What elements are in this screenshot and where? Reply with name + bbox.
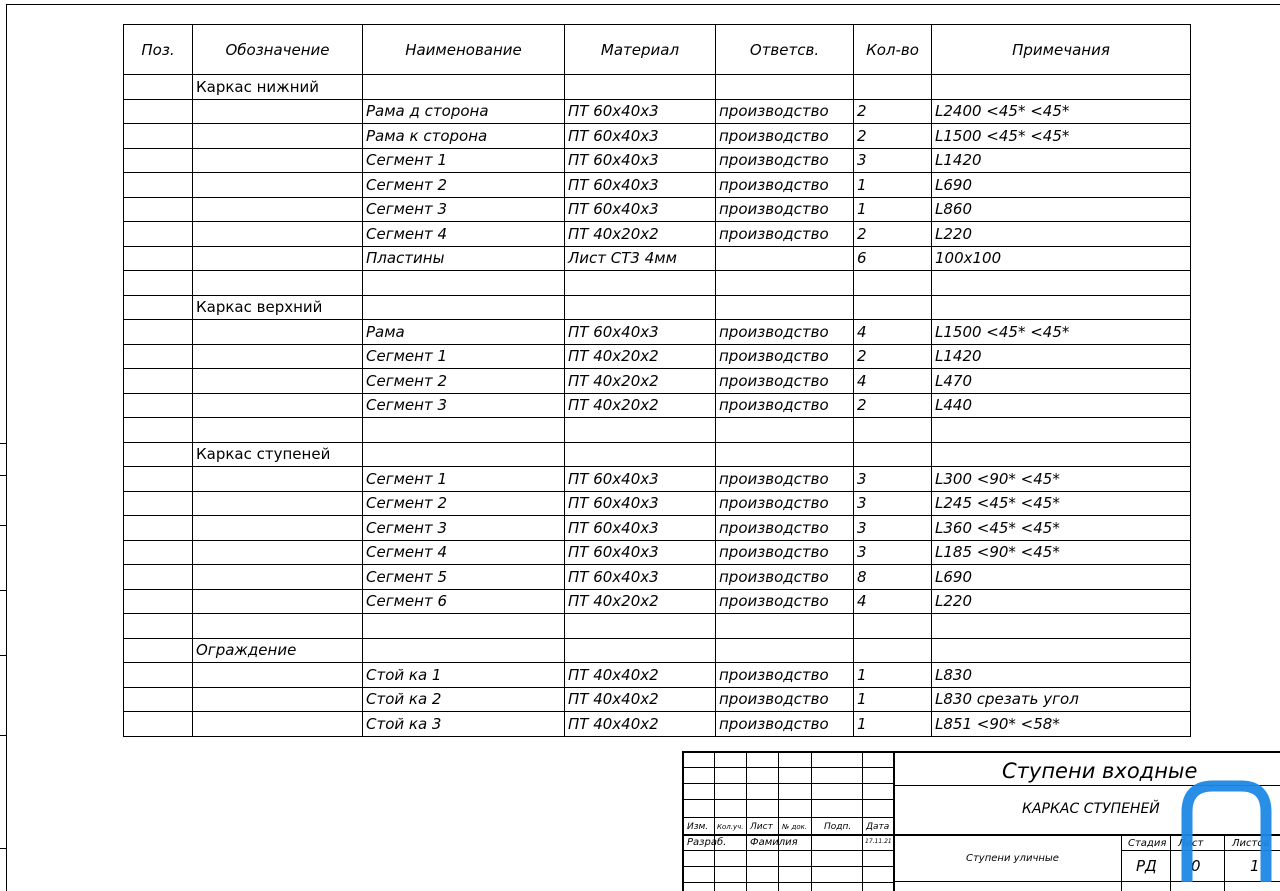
cell-quantity: 3	[854, 491, 932, 516]
cell-notes: L360 <45* <45*	[932, 516, 1191, 541]
cell-name: Стой ка 2	[363, 687, 565, 712]
cell-material: ПТ 40х20х2	[565, 222, 716, 247]
cell-quantity	[854, 638, 932, 663]
stamp-razrab-name: Фамилия	[750, 837, 798, 848]
cell-pos	[124, 344, 193, 369]
stamp-line	[1170, 834, 1171, 891]
cell-name: Сегмент 1	[363, 344, 565, 369]
cell-responsible: производство	[716, 173, 854, 198]
table-row	[124, 271, 1191, 296]
cell-responsible: производство	[716, 467, 854, 492]
col-header-responsible: Ответсв.	[716, 25, 854, 75]
cell-pos	[124, 663, 193, 688]
stamp-description: Ступени уличные	[966, 853, 1059, 864]
cell-responsible: производство	[716, 393, 854, 418]
cell-name: Сегмент 3	[363, 516, 565, 541]
stamp-col-data: Дата	[866, 822, 890, 832]
stamp-line	[684, 850, 893, 851]
company-logo	[1181, 780, 1272, 885]
cell-name	[363, 418, 565, 443]
cell-name	[363, 614, 565, 639]
cell-material: ПТ 60х40х3	[565, 540, 716, 565]
cell-material: ПТ 40х20х2	[565, 369, 716, 394]
frame-tick	[0, 848, 6, 849]
table-row	[124, 246, 1191, 271]
cell-responsible: производство	[716, 222, 854, 247]
cell-designation	[193, 148, 363, 173]
cell-pos	[124, 418, 193, 443]
table-row	[124, 295, 1191, 320]
cell-pos	[124, 589, 193, 614]
frame-tick	[0, 655, 6, 656]
cell-notes: L851 <90* <58*	[932, 712, 1191, 737]
cell-notes: L185 <90* <45*	[932, 540, 1191, 565]
cell-designation	[193, 467, 363, 492]
cell-designation	[193, 516, 363, 541]
stamp-line	[684, 799, 893, 800]
cell-notes: L470	[932, 369, 1191, 394]
stamp-list-value: 0	[1191, 857, 1201, 875]
cell-name	[363, 271, 565, 296]
cell-designation	[193, 173, 363, 198]
cell-responsible: производство	[716, 197, 854, 222]
cell-name	[363, 638, 565, 663]
cell-responsible: производство	[716, 712, 854, 737]
table-row	[124, 393, 1191, 418]
cell-designation	[193, 271, 363, 296]
table-row	[124, 124, 1191, 149]
cell-material: ПТ 40х40х2	[565, 663, 716, 688]
cell-quantity: 8	[854, 565, 932, 590]
cell-designation	[193, 491, 363, 516]
col-header-notes: Примечания	[932, 25, 1191, 75]
stamp-title: Ступени входные	[1002, 759, 1198, 783]
cell-quantity: 1	[854, 197, 932, 222]
cell-quantity: 1	[854, 663, 932, 688]
cell-notes	[932, 271, 1191, 296]
cell-designation	[193, 540, 363, 565]
cell-name: Пластины	[363, 246, 565, 271]
col-header-name: Наименование	[363, 25, 565, 75]
cell-material: ПТ 60х40х3	[565, 320, 716, 345]
stamp-line	[746, 753, 747, 891]
stamp-line	[778, 753, 779, 891]
table-row	[124, 173, 1191, 198]
cell-material: ПТ 60х40х3	[565, 467, 716, 492]
stamp-col-kolch: Кол.уч.	[717, 823, 744, 831]
cell-notes: L1420	[932, 344, 1191, 369]
cell-designation	[193, 344, 363, 369]
cell-pos	[124, 99, 193, 124]
cell-quantity: 2	[854, 124, 932, 149]
cell-material: ПТ 60х40х3	[565, 516, 716, 541]
cell-name: Стой ка 3	[363, 712, 565, 737]
cell-material: ПТ 40х20х2	[565, 344, 716, 369]
cell-quantity: 3	[854, 148, 932, 173]
cell-responsible: производство	[716, 687, 854, 712]
table-row	[124, 344, 1191, 369]
cell-name: Рама д сторона	[363, 99, 565, 124]
cell-designation	[193, 197, 363, 222]
cell-responsible: производство	[716, 491, 854, 516]
cell-designation	[193, 369, 363, 394]
frame-tick	[0, 525, 6, 526]
cell-responsible	[716, 442, 854, 467]
cell-notes: L300 <90* <45*	[932, 467, 1191, 492]
cell-designation	[193, 320, 363, 345]
cell-material	[565, 271, 716, 296]
cell-quantity: 3	[854, 540, 932, 565]
stamp-line	[1121, 834, 1122, 891]
cell-quantity	[854, 271, 932, 296]
table-row	[124, 197, 1191, 222]
cell-responsible: производство	[716, 99, 854, 124]
cell-quantity: 2	[854, 222, 932, 247]
cell-designation	[193, 589, 363, 614]
cell-pos	[124, 687, 193, 712]
cell-material	[565, 418, 716, 443]
cell-notes	[932, 295, 1191, 320]
cell-name: Сегмент 3	[363, 393, 565, 418]
cell-designation: Ограждение	[193, 638, 363, 663]
cell-pos	[124, 565, 193, 590]
cell-designation	[193, 418, 363, 443]
cell-pos	[124, 614, 193, 639]
cell-pos	[124, 222, 193, 247]
frame-tick	[0, 443, 6, 444]
cell-name: Сегмент 2	[363, 491, 565, 516]
cell-pos	[124, 173, 193, 198]
table-body	[124, 75, 1191, 737]
cell-pos	[124, 467, 193, 492]
cell-quantity: 4	[854, 320, 932, 345]
table-row	[124, 516, 1191, 541]
cell-pos	[124, 197, 193, 222]
table-row	[124, 712, 1191, 737]
cell-pos	[124, 491, 193, 516]
stamp-line	[684, 866, 893, 867]
table-row	[124, 369, 1191, 394]
stamp-line	[862, 753, 863, 891]
cell-material	[565, 442, 716, 467]
cell-notes: 100х100	[932, 246, 1191, 271]
cell-quantity: 2	[854, 393, 932, 418]
cell-notes: L690	[932, 173, 1191, 198]
cell-pos	[124, 516, 193, 541]
cell-name: Рама	[363, 320, 565, 345]
cell-notes: L2400 <45* <45*	[932, 99, 1191, 124]
cell-designation	[193, 663, 363, 688]
cell-name	[363, 295, 565, 320]
cell-responsible	[716, 295, 854, 320]
cell-notes	[932, 442, 1191, 467]
cell-material: ПТ 40х40х2	[565, 712, 716, 737]
cell-responsible: производство	[716, 320, 854, 345]
cell-name: Сегмент 4	[363, 540, 565, 565]
cell-pos	[124, 540, 193, 565]
cell-material	[565, 614, 716, 639]
cell-notes	[932, 614, 1191, 639]
cell-notes: L220	[932, 589, 1191, 614]
table-row	[124, 589, 1191, 614]
cell-notes	[932, 638, 1191, 663]
cell-quantity	[854, 614, 932, 639]
stamp-col-podp: Подп.	[824, 822, 852, 832]
stamp-line	[684, 882, 893, 883]
cell-responsible: производство	[716, 148, 854, 173]
table-row	[124, 148, 1191, 173]
col-header-designation: Обозначение	[193, 25, 363, 75]
stamp-line	[714, 753, 715, 891]
cell-designation	[193, 614, 363, 639]
cell-designation	[193, 712, 363, 737]
table-row	[124, 540, 1191, 565]
cell-quantity	[854, 75, 932, 100]
cell-designation	[193, 565, 363, 590]
cell-notes: L830	[932, 663, 1191, 688]
cell-material: ПТ 60х40х3	[565, 491, 716, 516]
cell-name: Сегмент 1	[363, 467, 565, 492]
stamp-date: 17.11.21	[865, 838, 892, 845]
stamp-line	[684, 767, 893, 768]
stamp-razrab-label: Разраб.	[687, 837, 727, 848]
cell-pos	[124, 320, 193, 345]
cell-material	[565, 295, 716, 320]
cell-designation: Каркас нижний	[193, 75, 363, 100]
cell-notes: L245 <45* <45*	[932, 491, 1191, 516]
cell-material: ПТ 60х40х3	[565, 197, 716, 222]
cell-designation	[193, 687, 363, 712]
cell-responsible	[716, 246, 854, 271]
cell-notes	[932, 75, 1191, 100]
frame-tick	[0, 735, 6, 736]
col-header-pos: Поз.	[124, 25, 193, 75]
cell-designation: Каркас ступеней	[193, 442, 363, 467]
stamp-subtitle: КАРКАС СТУПЕНЕЙ	[1022, 801, 1160, 817]
cell-responsible	[716, 614, 854, 639]
stamp-line	[893, 753, 895, 891]
cell-pos	[124, 393, 193, 418]
table-row	[124, 614, 1191, 639]
cell-responsible: производство	[716, 540, 854, 565]
table-header-row	[124, 25, 1191, 75]
cell-material: ПТ 60х40х3	[565, 565, 716, 590]
table-row	[124, 320, 1191, 345]
cell-designation: Каркас верхний	[193, 295, 363, 320]
frame-tick	[0, 590, 6, 591]
table-row	[124, 75, 1191, 100]
cell-notes: L1500 <45* <45*	[932, 124, 1191, 149]
stamp-stadia-value: РД	[1136, 857, 1157, 875]
cell-material	[565, 75, 716, 100]
cell-name	[363, 442, 565, 467]
cell-name	[363, 75, 565, 100]
cell-pos	[124, 148, 193, 173]
cell-name: Стой ка 1	[363, 663, 565, 688]
frame-tick	[0, 475, 6, 476]
cell-quantity: 2	[854, 99, 932, 124]
cell-responsible	[716, 271, 854, 296]
cell-quantity	[854, 418, 932, 443]
cell-name: Сегмент 3	[363, 197, 565, 222]
specification-table	[123, 24, 1191, 737]
cell-pos	[124, 295, 193, 320]
stamp-line	[684, 783, 893, 784]
cell-pos	[124, 712, 193, 737]
cell-quantity	[854, 295, 932, 320]
cell-pos	[124, 124, 193, 149]
cell-material: ПТ 40х20х2	[565, 393, 716, 418]
cell-designation	[193, 246, 363, 271]
cell-responsible: производство	[716, 516, 854, 541]
cell-material: ПТ 40х20х2	[565, 589, 716, 614]
cell-responsible	[716, 418, 854, 443]
cell-quantity: 4	[854, 369, 932, 394]
cell-designation	[193, 393, 363, 418]
cell-notes: L860	[932, 197, 1191, 222]
cell-quantity: 6	[854, 246, 932, 271]
cell-responsible: производство	[716, 565, 854, 590]
cell-quantity: 1	[854, 712, 932, 737]
col-header-quantity: Кол-во	[854, 25, 932, 75]
cell-quantity: 3	[854, 516, 932, 541]
cell-notes: L440	[932, 393, 1191, 418]
table-row	[124, 222, 1191, 247]
table-row	[124, 687, 1191, 712]
cell-quantity	[854, 442, 932, 467]
cell-responsible: производство	[716, 369, 854, 394]
stamp-stadia-label: Стадия	[1128, 838, 1167, 849]
cell-material: ПТ 60х40х3	[565, 148, 716, 173]
cell-pos	[124, 75, 193, 100]
table-row	[124, 99, 1191, 124]
cell-responsible	[716, 75, 854, 100]
cell-pos	[124, 638, 193, 663]
cell-name: Сегмент 2	[363, 369, 565, 394]
cell-name: Сегмент 4	[363, 222, 565, 247]
cell-material: ПТ 60х40х3	[565, 124, 716, 149]
cell-material: ПТ 40х40х2	[565, 687, 716, 712]
cell-notes: L690	[932, 565, 1191, 590]
cell-quantity: 1	[854, 687, 932, 712]
table-row	[124, 638, 1191, 663]
stamp-listov-value: 1	[1250, 857, 1260, 875]
cell-quantity: 3	[854, 467, 932, 492]
cell-material	[565, 638, 716, 663]
cell-quantity: 1	[854, 173, 932, 198]
cell-notes	[932, 418, 1191, 443]
stamp-line	[684, 834, 893, 836]
cell-quantity: 2	[854, 344, 932, 369]
cell-name: Сегмент 6	[363, 589, 565, 614]
cell-name: Сегмент 5	[363, 565, 565, 590]
cell-responsible: производство	[716, 589, 854, 614]
col-header-material: Материал	[565, 25, 716, 75]
cell-name: Рама к сторона	[363, 124, 565, 149]
cell-designation	[193, 222, 363, 247]
table-row	[124, 491, 1191, 516]
cell-pos	[124, 442, 193, 467]
cell-notes: L1500 <45* <45*	[932, 320, 1191, 345]
stamp-listov-label: Листов	[1232, 838, 1270, 849]
cell-notes: L830 срезать угол	[932, 687, 1191, 712]
cell-notes: L220	[932, 222, 1191, 247]
table-row	[124, 442, 1191, 467]
cell-responsible: производство	[716, 663, 854, 688]
cell-pos	[124, 246, 193, 271]
table-row	[124, 467, 1191, 492]
cell-designation	[193, 124, 363, 149]
cell-designation	[193, 99, 363, 124]
cell-name: Сегмент 1	[363, 148, 565, 173]
stamp-col-ndok: № док.	[782, 823, 808, 831]
cell-responsible	[716, 638, 854, 663]
cell-name: Сегмент 2	[363, 173, 565, 198]
cell-notes: L1420	[932, 148, 1191, 173]
cell-material: ПТ 60х40х3	[565, 173, 716, 198]
stamp-list-label: Лист	[1178, 838, 1204, 849]
cell-responsible: производство	[716, 124, 854, 149]
cell-material: ПТ 60х40х3	[565, 99, 716, 124]
stamp-line	[811, 753, 812, 891]
cell-quantity: 4	[854, 589, 932, 614]
stamp-line	[684, 817, 893, 818]
cell-responsible: производство	[716, 344, 854, 369]
cell-pos	[124, 271, 193, 296]
stamp-col-list: Лист	[750, 822, 773, 832]
table-row	[124, 565, 1191, 590]
cell-pos	[124, 369, 193, 394]
stamp-col-izm: Изм.	[687, 822, 709, 832]
cell-material: Лист СТ3 4мм	[565, 246, 716, 271]
table-row	[124, 663, 1191, 688]
table-row	[124, 418, 1191, 443]
